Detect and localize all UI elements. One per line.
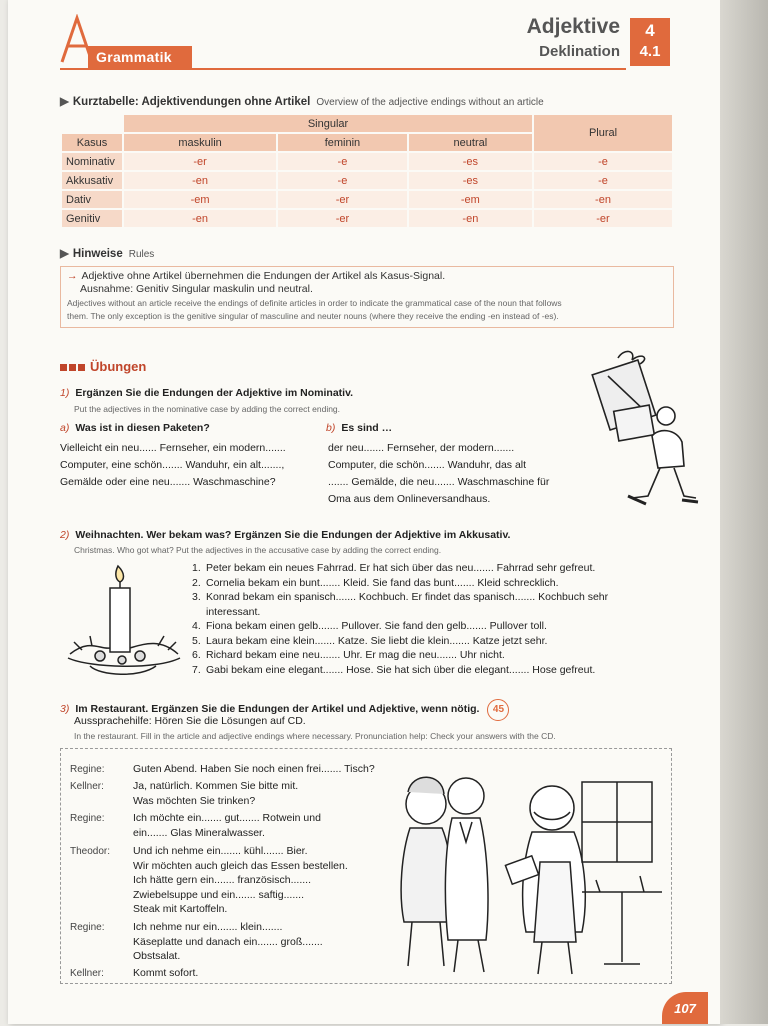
ex1a-label: a) (60, 422, 70, 434)
rules-title-en: Rules (128, 249, 155, 260)
item-text: Gabi bekam eine elegant....... Hose. Sie hat sich über die elegant....... Hose gefreut. (206, 663, 596, 676)
ex1b-line: Oma aus dem Onlineversandhaus. (328, 493, 491, 505)
ex2-subtitle: Christmas. Who got what? Put the adjectives in the accusative case by adding the correct ending. (74, 545, 442, 555)
ending-cell: -en (534, 191, 672, 208)
dialog-text (133, 966, 198, 981)
item-number: 1. (192, 562, 201, 574)
ending-cell: -en (409, 210, 532, 227)
speaker-label: Theodor: (70, 846, 111, 857)
kasus-cell: Dativ (62, 191, 122, 208)
dialog-line: Wir möchten auch gleich das Essen bestellen. (133, 859, 348, 872)
ending-cell: -e (534, 153, 672, 170)
list-item (192, 561, 608, 576)
ex1-number: 1) (60, 387, 70, 399)
dialog-line: ein....... Glas Mineralwasser. (133, 826, 265, 839)
rules-heading (60, 246, 154, 260)
dialog-line: Obstsalat. (133, 950, 181, 962)
rule-line-2: Ausnahme: Genitiv Singular maskulin und neutral. (80, 283, 313, 295)
square-bullet-icon (78, 364, 85, 371)
kasus-cell: Akkusativ (62, 172, 122, 189)
gift-carrier-illustration (588, 346, 700, 516)
ex1b-label: b) (326, 422, 336, 434)
dialog-line: Käseplatte und danach ein....... groß....... (133, 935, 323, 948)
ending-cell: -e (534, 172, 672, 189)
ex3-hint: Aussprachehilfe: Hören Sie die Lösungen auf CD. (74, 715, 306, 727)
chapter-number-box (630, 18, 670, 66)
dialog-line: Zwiebelsuppe und ein....... saftig....... (133, 888, 305, 901)
ex1b-line: Computer, die schön....... Wanduhr, das alt (328, 459, 527, 471)
dialog-line: Kommt sofort. (133, 967, 199, 979)
dialog-line: Ich möchte ein....... gut....... Rotwein und (133, 812, 321, 824)
chapter-number: 4 (645, 21, 655, 40)
table-row (62, 172, 672, 189)
ending-cell: -er (534, 210, 672, 227)
ex1-heading (60, 387, 353, 399)
header-rule (60, 68, 626, 70)
ex3-subtitle: In the restaurant. Fill in the article and adjective endings where necessary. Pronunciation help: Check your answers with the CD. (74, 731, 556, 741)
ex1b-title: Es sind … (341, 422, 393, 434)
rules-box (60, 266, 674, 328)
ex3-number: 3) (60, 703, 70, 715)
table-row (62, 153, 672, 170)
chapter-subtitle: Deklination (539, 43, 620, 60)
ex2-number: 2) (60, 529, 70, 541)
dialog-line: Guten Abend. Haben Sie noch einen frei....... Tisch? (133, 763, 375, 775)
maskulin-header: maskulin (124, 134, 276, 151)
item-text: Peter bekam ein neues Fahrrad. Er hat sich über das neu....... Fahrrad sehr gefreut. (206, 562, 596, 574)
item-text: Laura bekam eine klein....... Katze. Sie liebt die klein....... Katze jetzt sehr. (206, 634, 548, 647)
rules-title: Hinweise (72, 248, 123, 260)
section-number: 4.1 (639, 43, 661, 60)
ex1a-line: Computer, eine schön....... Wanduhr, ein alt......., (60, 459, 285, 471)
christmas-candle-illustration (60, 558, 188, 686)
table-heading (60, 94, 544, 108)
ending-cell: -en (124, 210, 276, 227)
book-spine-edge (720, 0, 768, 1024)
list-item (192, 663, 608, 678)
list-item (192, 619, 608, 634)
dialog-line: Was möchten Sie trinken? (133, 794, 256, 807)
ex1b-line: der neu....... Fernseher, der modern....... (328, 442, 515, 454)
table-title: Kurztabelle: Adjektivendungen ohne Artikel (72, 96, 311, 108)
ending-cell: -e (278, 172, 407, 189)
rule-en-2: them. The only exception is the genitive singular of masculine and neuter nouns (where they receive the ending -en instead of -es). (67, 311, 559, 321)
list-item (192, 648, 608, 663)
section-label: Grammatik (88, 46, 192, 68)
exercises-title-text: Übungen (90, 359, 147, 374)
dialog-text (133, 844, 348, 917)
item-number: 5. (192, 634, 201, 647)
ending-cell: -e (278, 153, 407, 170)
dialog-line: Ich hätte gern ein....... französisch....... (133, 874, 312, 886)
ending-cell: -em (409, 191, 532, 208)
ex1-subtitle: Put the adjectives in the nominative case by adding the correct ending. (74, 404, 341, 414)
neutral-header: neutral (409, 134, 532, 151)
ex1b-line: ....... Gemälde, die neu....... Waschmaschine für (328, 476, 550, 488)
ex2-title: Weihnachten. Wer bekam was? Ergänzen Sie die Endungen der Adjektive im Akkusativ. (75, 529, 511, 541)
list-item (192, 634, 608, 649)
ex2-list (192, 561, 608, 677)
arrow-right-icon: → (67, 270, 78, 282)
table-row (62, 210, 672, 227)
ex3-title: Im Restaurant. Ergänzen Sie die Endungen der Artikel und Adjektive, wenn nötig. (75, 703, 480, 715)
ending-cell: -er (278, 210, 407, 227)
kasus-cell: Nominativ (62, 153, 122, 170)
item-number: 2. (192, 576, 201, 589)
speaker-label: Regine: (70, 813, 105, 824)
item-text: Richard bekam eine neu....... Uhr. Er mag die neu....... Uhr nicht. (206, 649, 505, 661)
ending-cell: -en (124, 172, 276, 189)
adjective-endings-table (60, 113, 674, 229)
page-number: 107 (662, 992, 708, 1024)
restaurant-illustration (382, 752, 668, 980)
feminin-header: feminin (278, 134, 407, 151)
chapter-title: Adjektive (526, 15, 620, 38)
ending-cell: -es (409, 153, 532, 170)
table-subtitle-en: Overview of the adjective endings without an article (316, 97, 544, 108)
cd-track-badge: 45 (487, 699, 509, 721)
dialog-text (133, 811, 321, 840)
dialog-line: Ja, natürlich. Kommen Sie bitte mit. (133, 780, 299, 792)
ex1a-line: Gemälde oder eine neu....... Waschmaschine? (60, 476, 276, 488)
square-bullet-icon (69, 364, 76, 371)
rule-en-1: Adjectives without an article receive the endings of definite articles in order to indicate the grammatical case of the noun that follows (67, 298, 562, 308)
dialog-line: Ich nehme nur ein....... klein....... (133, 921, 283, 933)
ex1a-line: Vielleicht ein neu...... Fernseher, ein modern....... (60, 442, 286, 454)
list-item (192, 576, 608, 591)
ending-cell: -em (124, 191, 276, 208)
dialog-text (133, 762, 375, 777)
dialog-line: Und ich nehme ein....... kühl....... Bier. (133, 845, 308, 857)
item-text: Konrad bekam ein spanisch....... Kochbuch. Er findet das spanisch....... Kochbuch sehr (206, 591, 609, 603)
square-bullet-icon (60, 364, 67, 371)
kasus-header: Kasus (62, 134, 122, 151)
item-text: Fiona bekam einen gelb....... Pullover. Sie fand den gelb....... Pullover toll. (206, 620, 547, 632)
plural-header: Plural (534, 115, 672, 151)
table-corner (62, 115, 122, 132)
ex1-title: Ergänzen Sie die Endungen der Adjektive im Nominativ. (75, 387, 354, 399)
ending-cell: -es (409, 172, 532, 189)
item-number: 4. (192, 620, 201, 632)
ending-cell: -er (124, 153, 276, 170)
item-number: 7. (192, 663, 201, 676)
triangle-bullet-icon: ▶ (60, 248, 69, 260)
ex2-heading (60, 529, 510, 541)
item-text: Cornelia bekam ein bunt....... Kleid. Sie fand das bunt....... Kleid schrecklich. (206, 576, 559, 589)
item-number: 3. (192, 591, 201, 603)
triangle-bullet-icon: ▶ (60, 96, 69, 108)
item-number: 6. (192, 649, 201, 661)
ex1a-heading (60, 422, 210, 434)
dialog-text (133, 779, 298, 808)
exercises-title (60, 359, 146, 374)
ending-cell: -er (278, 191, 407, 208)
speaker-label: Kellner: (70, 781, 104, 792)
dialog-line: Steak mit Kartoffeln. (133, 903, 228, 915)
ex1b-heading (326, 422, 392, 434)
list-item (192, 590, 608, 605)
ex1a-title: Was ist in diesen Paketen? (75, 422, 210, 434)
list-item (192, 605, 608, 620)
dialog-text (133, 920, 323, 964)
rule-line-1 (67, 270, 667, 283)
table-header-row-1 (62, 115, 672, 132)
speaker-label: Regine: (70, 764, 105, 775)
singular-header: Singular (124, 115, 532, 132)
rule-text-1: Adjektive ohne Artikel übernehmen die Endungen der Artikel als Kasus-Signal. (81, 270, 446, 282)
table-row (62, 191, 672, 208)
kasus-cell: Genitiv (62, 210, 122, 227)
speaker-label: Kellner: (70, 968, 104, 979)
item-text: interessant. (206, 605, 261, 618)
speaker-label: Regine: (70, 922, 105, 933)
